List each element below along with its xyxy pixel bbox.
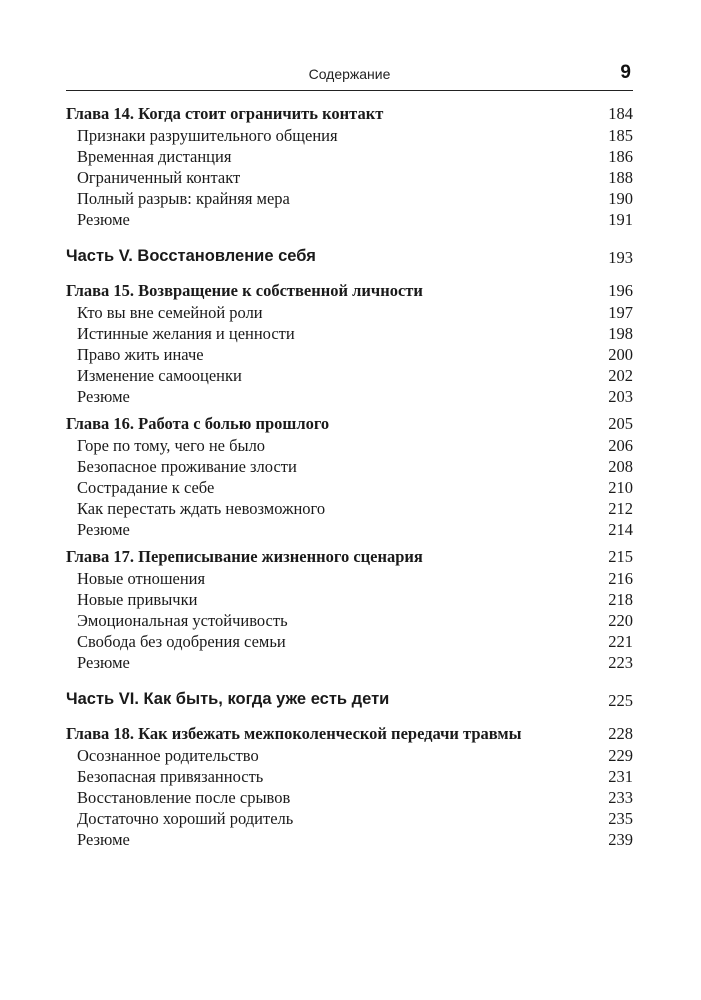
toc-page-number: 225 [608, 691, 633, 710]
toc-chapter-title: Глава 18. Как избежать межпоколенческой передачи травмы [66, 724, 522, 743]
toc-section-row [66, 478, 633, 499]
toc-page-number: 190 [608, 189, 633, 208]
toc-page-number: 196 [608, 281, 633, 300]
toc-section-title: Новые привычки [77, 590, 198, 609]
toc-section-row [66, 366, 633, 387]
toc-page-number: 214 [608, 520, 633, 539]
toc-page-number: 223 [608, 653, 633, 672]
toc-page-number: 210 [608, 478, 633, 497]
toc-section-row [66, 499, 633, 520]
toc-page-number: 229 [608, 746, 633, 765]
toc-page-number: 200 [608, 345, 633, 364]
toc-section-title: Резюме [77, 520, 130, 539]
toc-section-row [66, 746, 633, 767]
toc-section-row [66, 520, 633, 541]
toc-page-number: 221 [608, 632, 633, 651]
toc-section-title: Признаки разрушительного общения [77, 126, 338, 145]
page-header [66, 62, 633, 91]
toc-section-title: Восстановление после срывов [77, 788, 291, 807]
toc-page-number: 233 [608, 788, 633, 807]
toc-page-number: 186 [608, 147, 633, 166]
toc-page-number: 198 [608, 324, 633, 343]
toc-section-title: Резюме [77, 653, 130, 672]
toc-page-number: 188 [608, 168, 633, 187]
toc-chapter-row [66, 104, 633, 126]
toc-chapter-title: Глава 17. Переписывание жизненного сценария [66, 547, 423, 566]
toc-page-number: 206 [608, 436, 633, 455]
toc-page-number: 208 [608, 457, 633, 476]
toc-section-row [66, 126, 633, 147]
toc-section-title: Осознанное родительство [77, 746, 259, 765]
toc-page-number: 202 [608, 366, 633, 385]
toc-section-title: Достаточно хороший родитель [77, 809, 294, 828]
toc-section-row [66, 168, 633, 189]
toc-section-row [66, 830, 633, 851]
toc-section-title: Право жить иначе [77, 345, 204, 364]
toc-page-number: 228 [608, 724, 633, 743]
toc-section-row [66, 324, 633, 345]
toc-page-number: 216 [608, 569, 633, 588]
toc-section-row [66, 590, 633, 611]
toc-section-title: Изменение самооценки [77, 366, 242, 385]
toc-section-title: Резюме [77, 830, 130, 849]
toc-page-number: 239 [608, 830, 633, 849]
table-of-contents [66, 104, 633, 851]
toc-section-title: Истинные желания и ценности [77, 324, 295, 343]
toc-part-title: Часть VI. Как быть, когда уже есть дети [66, 690, 390, 708]
toc-section-row [66, 809, 633, 830]
toc-part-row [66, 688, 633, 714]
toc-section-title: Ограниченный контакт [77, 168, 241, 187]
toc-chapter-row [66, 414, 633, 436]
toc-section-title: Свобода без одобрения семьи [77, 632, 286, 651]
toc-section-title: Горе по тому, чего не было [77, 436, 266, 455]
toc-part-title: Часть V. Восстановление себя [66, 247, 316, 265]
toc-section-title: Полный разрыв: крайняя мера [77, 189, 290, 208]
running-title: Содержание [308, 66, 391, 82]
toc-chapter-title: Глава 16. Работа с болью прошлого [66, 414, 330, 433]
toc-section-title: Резюме [77, 210, 130, 229]
toc-chapter-row [66, 724, 633, 746]
toc-section-row [66, 345, 633, 366]
toc-page-number: 231 [608, 767, 633, 786]
toc-page-number: 185 [608, 126, 633, 145]
toc-chapter-row [66, 547, 633, 569]
toc-page-number: 220 [608, 611, 633, 630]
toc-section-row [66, 457, 633, 478]
toc-section-row [66, 387, 633, 408]
toc-section-title: Резюме [77, 387, 130, 406]
page-number: 9 [620, 62, 631, 83]
toc-section-row [66, 210, 633, 231]
toc-page-number: 191 [608, 210, 633, 229]
toc-section-row [66, 569, 633, 590]
toc-section-row [66, 147, 633, 168]
toc-section-row [66, 788, 633, 809]
toc-page-number: 197 [608, 303, 633, 322]
toc-section-title: Безопасная привязанность [77, 767, 264, 786]
toc-section-row [66, 436, 633, 457]
toc-page-number: 215 [608, 547, 633, 566]
toc-section-title: Сострадание к себе [77, 478, 215, 497]
toc-chapter-title: Глава 15. Возвращение к собственной личности [66, 281, 423, 300]
toc-section-title: Новые отношения [77, 569, 206, 588]
toc-page-number: 212 [608, 499, 633, 518]
toc-chapter-title: Глава 14. Когда стоит ограничить контакт [66, 104, 384, 123]
toc-chapter-row [66, 281, 633, 303]
toc-page-number: 184 [608, 104, 633, 123]
toc-section-row [66, 303, 633, 324]
toc-page-number: 203 [608, 387, 633, 406]
toc-page-number: 205 [608, 414, 633, 433]
toc-section-title: Как перестать ждать невозможного [77, 499, 326, 518]
toc-section-row [66, 611, 633, 632]
toc-section-row [66, 189, 633, 210]
toc-section-title: Кто вы вне семейной роли [77, 303, 263, 322]
toc-section-row [66, 632, 633, 653]
toc-page-number: 235 [608, 809, 633, 828]
toc-section-row [66, 653, 633, 674]
toc-section-title: Безопасное проживание злости [77, 457, 297, 476]
toc-part-row [66, 245, 633, 271]
toc-section-row [66, 767, 633, 788]
toc-section-title: Эмоциональная устойчивость [77, 611, 288, 630]
toc-section-title: Временная дистанция [77, 147, 232, 166]
toc-page-number: 218 [608, 590, 633, 609]
toc-page-number: 193 [608, 248, 633, 267]
